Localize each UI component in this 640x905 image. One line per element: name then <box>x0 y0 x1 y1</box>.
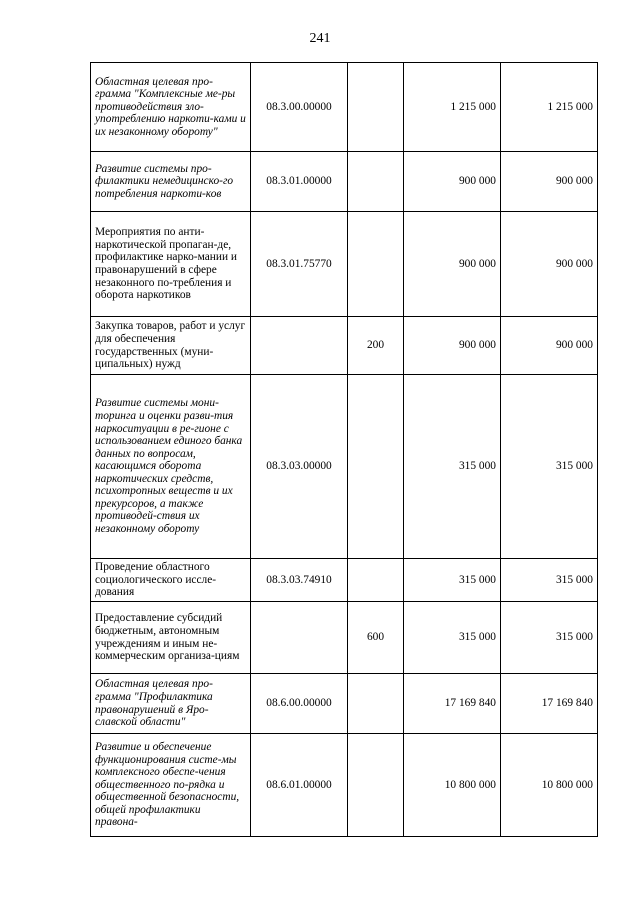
row-expense-type-cell <box>348 674 404 734</box>
table-row <box>91 152 598 212</box>
row-expense-type-cell <box>348 559 404 602</box>
row-sum-year2-cell: 10 800 000 <box>501 734 598 837</box>
row-sum-year1-cell: 900 000 <box>404 212 501 317</box>
row-sum-year2-cell: 17 169 840 <box>501 674 598 734</box>
row-code-cell <box>251 602 348 674</box>
table-row <box>91 375 598 559</box>
row-name-cell: Предоставление субсидий бюджетным, автономным учреждениям и иным не-коммерческим организа-циям <box>91 602 251 674</box>
table-row <box>91 734 598 837</box>
row-expense-type-cell <box>348 734 404 837</box>
row-sum-year2-cell: 1 215 000 <box>501 63 598 152</box>
table-row <box>91 63 598 152</box>
row-sum-year2-cell: 900 000 <box>501 212 598 317</box>
table-row <box>91 559 598 602</box>
budget-table-body <box>91 63 598 837</box>
row-expense-type-cell <box>348 212 404 317</box>
table-row <box>91 602 598 674</box>
row-sum-year1-cell: 900 000 <box>404 152 501 212</box>
row-name-cell: Областная целевая про-грамма "Комплексные ме-ры противодействия зло-употреблению наркоти-ками и их незаконному обороту" <box>91 63 251 152</box>
row-name-cell: Мероприятия по анти-наркотической пропаган-де, профилактике нарко-мании и правонарушений в сфере незаконного по-требления и оборота наркотиков <box>91 212 251 317</box>
row-code-cell: 08.3.01.00000 <box>251 152 348 212</box>
row-sum-year2-cell: 315 000 <box>501 602 598 674</box>
row-name-cell: Закупка товаров, работ и услуг для обеспечения государственных (муни-ципальных) нужд <box>91 317 251 375</box>
budget-table <box>90 62 598 837</box>
row-name-cell: Проведение областного социологического иссле-дования <box>91 559 251 602</box>
row-code-cell: 08.3.03.00000 <box>251 375 348 559</box>
row-sum-year1-cell: 10 800 000 <box>404 734 501 837</box>
row-code-cell <box>251 317 348 375</box>
table-row <box>91 212 598 317</box>
row-code-cell: 08.3.03.74910 <box>251 559 348 602</box>
row-expense-type-cell <box>348 63 404 152</box>
row-name-cell: Развитие системы про-филактики немедицинско-го потребления наркоти-ков <box>91 152 251 212</box>
row-expense-type-cell: 600 <box>348 602 404 674</box>
row-sum-year2-cell: 900 000 <box>501 317 598 375</box>
row-expense-type-cell: 200 <box>348 317 404 375</box>
row-sum-year2-cell: 315 000 <box>501 375 598 559</box>
row-sum-year1-cell: 1 215 000 <box>404 63 501 152</box>
row-sum-year2-cell: 315 000 <box>501 559 598 602</box>
row-code-cell: 08.6.00.00000 <box>251 674 348 734</box>
table-row <box>91 317 598 375</box>
row-code-cell: 08.6.01.00000 <box>251 734 348 837</box>
row-name-cell: Развитие системы мони-торинга и оценки разви-тия наркоситуации в ре-гионе с использованием единого банка данных по вопросам, касающимся оборота наркотических средств, психотропных веществ и их прекурсоров, а также противодей-ствия их незаконному обороту <box>91 375 251 559</box>
row-name-cell: Развитие и обеспечение функционирования систе-мы комплексного обеспе-чения общественного по-рядка и общественной безопасности, общей профилактики правона- <box>91 734 251 837</box>
page-number: 241 <box>309 31 331 46</box>
row-sum-year1-cell: 315 000 <box>404 375 501 559</box>
row-sum-year1-cell: 315 000 <box>404 602 501 674</box>
row-sum-year1-cell: 17 169 840 <box>404 674 501 734</box>
row-sum-year1-cell: 315 000 <box>404 559 501 602</box>
row-expense-type-cell <box>348 152 404 212</box>
row-code-cell: 08.3.00.00000 <box>251 63 348 152</box>
table-row <box>91 674 598 734</box>
row-sum-year2-cell: 900 000 <box>501 152 598 212</box>
row-name-cell: Областная целевая про-грамма "Профилактика правонарушений в Яро-славской области" <box>91 674 251 734</box>
row-expense-type-cell <box>348 375 404 559</box>
row-code-cell: 08.3.01.75770 <box>251 212 348 317</box>
row-sum-year1-cell: 900 000 <box>404 317 501 375</box>
